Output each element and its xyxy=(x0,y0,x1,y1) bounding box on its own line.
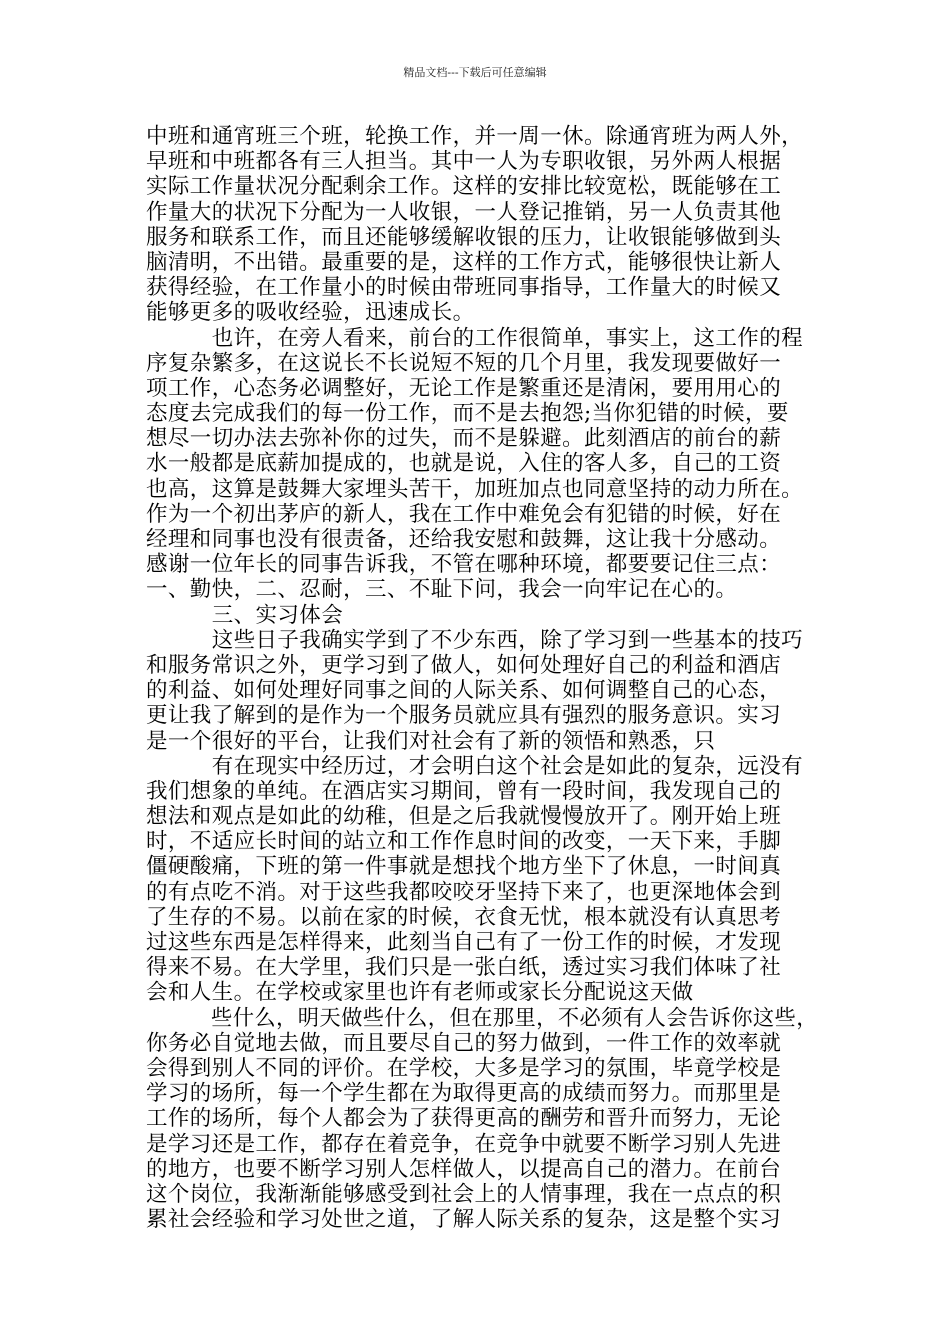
text-line: 脑清明，不出错。最重要的是，这样的工作方式，能够很快让新人 xyxy=(146,249,782,275)
text-line: 我们想象的单纯。在酒店实习期间，曾有一段时间，我发现自己的 xyxy=(146,778,782,804)
text-line: 是一个很好的平台，让我们对社会有了新的领悟和熟悉，只 xyxy=(146,728,716,754)
text-line: 的有点吃不消。对于这些我都咬咬牙坚持下来了，也更深地体会到 xyxy=(146,879,782,905)
text-line: 会和人生。在学校或家里也许有老师或家长分配说这天做 xyxy=(146,980,694,1006)
text-line: 了生存的不易。以前在家的时候，衣食无忧，根本就没有认真思考 xyxy=(146,904,782,930)
text-line: 这个岗位，我渐渐能够感受到社会上的人情事理，我在一点点的积 xyxy=(146,1181,782,1207)
text-line: 得来不易。在大学里，我们只是一张白纸，透过实习我们体味了社 xyxy=(146,955,782,981)
page-header: 精品文档---下载后可任意编辑 xyxy=(403,66,547,79)
text-line: 也高，这算是鼓舞大家埋头苦干，加班加点也同意坚持的动力所在。 xyxy=(146,476,804,502)
text-line: 三、实习体会 xyxy=(146,602,344,628)
text-line: 想尽一切办法去弥补你的过失，而不是躲避。此刻酒店的前台的薪 xyxy=(146,426,782,452)
text-line: 过这些东西是怎样得来，此刻当自己有了一份工作的时候，才发现 xyxy=(146,930,782,955)
text-line: 僵硬酸痛，下班的第一件事就是想找个地方坐下了休息，一时间真 xyxy=(146,854,782,880)
document-body xyxy=(146,124,818,1232)
text-line: 也许，在旁人看来，前台的工作很简单，事实上，这工作的程 xyxy=(146,325,804,351)
text-line: 和服务常识之外，更学习到了做人，如何处理好自己的利益和酒店 xyxy=(146,652,782,678)
text-line: 作量大的状况下分配为一人收银，一人登记推销，另一人负责其他 xyxy=(146,199,782,225)
text-line: 时，不适应长时间的站立和工作作息时间的改变，一天下来，手脚 xyxy=(146,829,782,855)
text-line: 的地方，也要不断学习别人怎样做人，以提高自己的潜力。在前台 xyxy=(146,1156,782,1182)
text-line: 态度去完成我们的每一份工作，而不是去抱怨;当你犯错的时候，要 xyxy=(146,401,789,427)
text-line: 会得到别人不同的评价。在学校，大多是学习的氛围，毕竟学校是 xyxy=(146,1055,782,1081)
text-line: 作为一个初出茅庐的新人，我在工作中难免会有犯错的时候，好在 xyxy=(146,501,782,527)
text-line: 学习的场所，每一个学生都在为取得更高的成绩而努力。而那里是 xyxy=(146,1081,782,1107)
text-line: 一、勤快，二、忍耐，三、不耻下问，我会一向牢记在心的。 xyxy=(146,577,738,603)
text-line: 些什么，明天做些什么，但在那里，不必须有人会告诉你这些， xyxy=(146,1005,818,1031)
text-line: 中班和通宵班三个班，轮换工作，并一周一休。除通宵班为两人外， xyxy=(146,124,804,149)
text-line: 累社会经验和学习处世之道，了解人际关系的复杂，这是整个实习 xyxy=(146,1207,782,1233)
text-line: 工作的场所，每个人都会为了获得更高的酬劳和晋升而努力，无论 xyxy=(146,1106,782,1132)
text-line: 序复杂繁多，在这说长不长说短不短的几个月里，我发现要做好一 xyxy=(146,350,782,376)
text-line: 获得经验，在工作量小的时候由带班同事指导，工作量大的时候又 xyxy=(146,275,782,301)
text-line: 服务和联系工作，而且还能够缓解收银的压力，让收银能够做到头 xyxy=(146,224,782,250)
text-line: 水一般都是底薪加提成的，也就是说，入住的客人多，自己的工资 xyxy=(146,451,782,477)
text-line: 想法和观点是如此的幼稚，但是之后我就慢慢放开了。刚开始上班 xyxy=(146,804,782,830)
text-line: 有在现实中经历过，才会明白这个社会是如此的复杂，远没有 xyxy=(146,753,804,779)
text-line: 项工作，心态务必调整好，无论工作是繁重还是清闲，要用用心的 xyxy=(146,375,782,401)
text-line: 是学习还是工作，都存在着竞争，在竞争中就要不断学习别人先进 xyxy=(146,1131,782,1157)
text-line: 你务必自觉地去做，而且要尽自己的努力做到，一件工作的效率就 xyxy=(146,1030,782,1056)
text-line: 经理和同事也没有很责备，还给我安慰和鼓舞，这让我十分感动。 xyxy=(146,527,782,552)
text-line: 实际工作量状况分配剩余工作。这样的安排比较宽松，既能够在工 xyxy=(146,174,782,200)
text-line: 能够更多的吸收经验，迅速成长。 xyxy=(146,300,475,326)
text-line: 早班和中班都各有三人担当。其中一人为专职收银，另外两人根据 xyxy=(146,149,782,175)
text-line: 这些日子我确实学到了不少东西，除了学习到一些基本的技巧 xyxy=(146,627,804,653)
text-line: 更让我了解到的是作为一个服务员就应具有强烈的服务意识。实习 xyxy=(146,703,782,729)
text-line: 感谢一位年长的同事告诉我，不管在哪种环境，都要要记住三点： xyxy=(146,552,782,578)
text-line: 的利益、如何处理好同事之间的人际关系、如何调整自己的心态， xyxy=(146,678,782,704)
